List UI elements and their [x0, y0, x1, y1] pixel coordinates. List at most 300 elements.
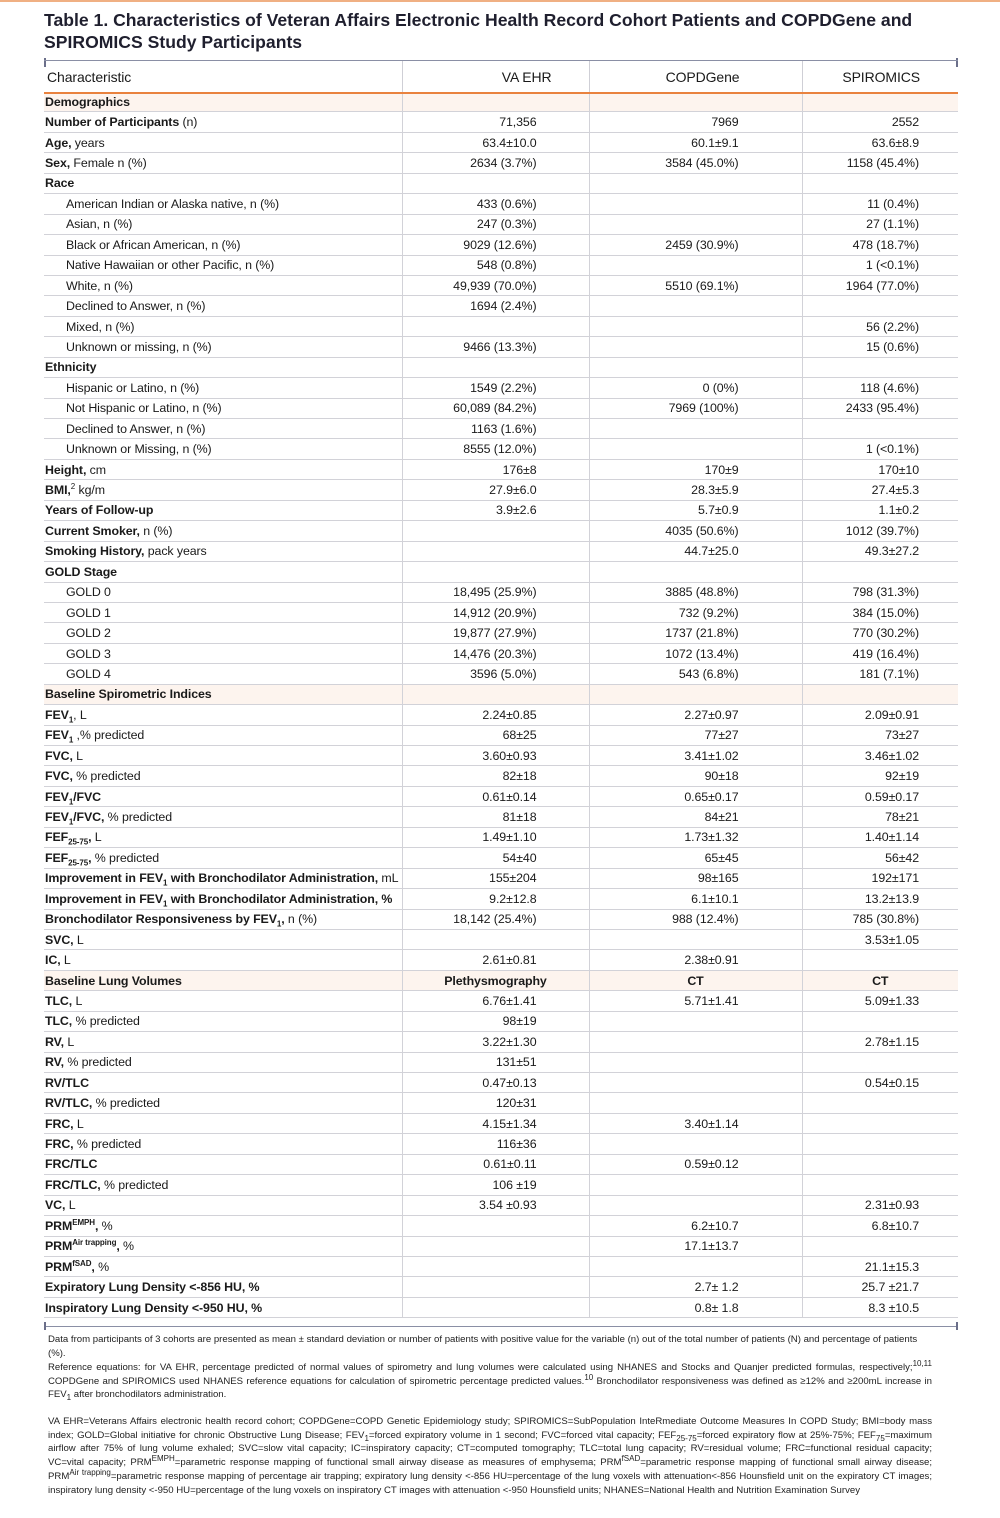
- value-va-ehr: 68±25: [402, 725, 589, 745]
- value-va-ehr: 3.60±0.93: [402, 746, 589, 766]
- row-label-unit: %: [94, 1259, 109, 1274]
- row-label: [44, 786, 402, 806]
- row-label: Unknown or Missing, n (%): [44, 439, 402, 459]
- row-label-unit: (n): [179, 115, 198, 130]
- table-row-fev1pp: [44, 725, 958, 745]
- table-row-nothispanic: [44, 398, 958, 418]
- row-label: Native Hawaiian or other Pacific, n (%): [44, 255, 402, 275]
- empty-cell: [802, 173, 958, 193]
- table-row-tlcpp: [44, 1011, 958, 1031]
- value-va-ehr: [402, 1216, 589, 1236]
- value-spiromics: 25.7 ±21.7: [802, 1277, 958, 1297]
- table-row-vc: [44, 1195, 958, 1215]
- superscript: Air trapping: [72, 1238, 117, 1248]
- value-spiromics: 1964 (77.0%): [802, 275, 958, 295]
- value-copdgene: [589, 194, 802, 214]
- value-copdgene: 28.3±5.9: [589, 480, 802, 500]
- col-header-copdgene: COPDGene: [589, 61, 802, 92]
- row-label-bold: Bronchodilator Responsiveness by FEV: [45, 912, 277, 927]
- section-label: GOLD Stage: [44, 562, 402, 582]
- table-row-ethnicity: [44, 357, 958, 377]
- value-va-ehr: 1.49±1.10: [402, 827, 589, 847]
- row-label: [44, 1052, 402, 1072]
- table-row-gold0: [44, 582, 958, 602]
- value-copdgene: [589, 1011, 802, 1031]
- value-copdgene: [589, 316, 802, 336]
- table-row-gold4: [44, 664, 958, 684]
- row-label-bold: Improvement in FEV: [45, 871, 163, 886]
- empty-cell: [802, 92, 958, 112]
- row-label-bold: Age,: [45, 135, 72, 150]
- row-label: [44, 766, 402, 786]
- row-label: [44, 1134, 402, 1154]
- row-label-unit: n (%): [139, 523, 173, 538]
- table-row-rvtlc: [44, 1073, 958, 1093]
- row-label: [44, 1195, 402, 1215]
- row-label: GOLD 0: [44, 582, 402, 602]
- col-header-va-ehr: VA EHR: [402, 61, 589, 92]
- row-label-bold: Inspiratory Lung Density <-950 HU, %: [45, 1300, 263, 1315]
- row-label: [44, 725, 402, 745]
- value-spiromics: 785 (30.8%): [802, 909, 958, 929]
- row-label-unit: L: [60, 953, 71, 968]
- row-label-unit: , L: [73, 707, 87, 722]
- value-copdgene: 3.41±1.02: [589, 746, 802, 766]
- table-row-sex: [44, 153, 958, 173]
- value-va-ehr: 14,476 (20.3%): [402, 643, 589, 663]
- empty-cell: [802, 562, 958, 582]
- table-row-demographics: [44, 92, 958, 112]
- row-label-bold: FRC/TLC,: [45, 1177, 101, 1192]
- method-copdgene: CT: [589, 970, 802, 990]
- row-label: Declined to Answer, n (%): [44, 296, 402, 316]
- row-label-bold: RV/TLC: [45, 1075, 89, 1090]
- table-row-tlc: [44, 991, 958, 1011]
- row-label-unit: L: [91, 830, 102, 845]
- value-spiromics: 8.3 ±10.5: [802, 1297, 958, 1317]
- value-copdgene: [589, 929, 802, 949]
- value-spiromics: 11 (0.4%): [802, 194, 958, 214]
- footnote-reference-equations: Reference equations: for VA EHR, percentage predicted of normal values of spirometry and lung volumes were calculated using NHANES and Stocks and Quanjer predicted formulas, respectively;$^{10,11}$ COPDGene and SPIROMICS used NHANES reference equations for calculation of spirometric percentage predicted values.$^{10}$ Bronchodilator responsiveness was defined as ≥12% and ≥200mL increase in $FEV_1$ after bronchodilators administration.: [48, 1358, 932, 1403]
- table-row-svc: [44, 929, 958, 949]
- value-spiromics: 118 (4.6%): [802, 378, 958, 398]
- row-label: Not Hispanic or Latino, n (%): [44, 398, 402, 418]
- value-va-ehr: 1163 (1.6%): [402, 419, 589, 439]
- row-label-bold: with Bronchodilator Administration, %: [167, 891, 393, 906]
- value-va-ehr: 3596 (5.0%): [402, 664, 589, 684]
- table-row-nhpi: [44, 255, 958, 275]
- value-copdgene: 0 (0%): [589, 378, 802, 398]
- value-spiromics: 0.54±0.15: [802, 1073, 958, 1093]
- value-spiromics: [802, 1175, 958, 1195]
- value-spiromics: 92±19: [802, 766, 958, 786]
- row-label-bold: ,: [281, 912, 285, 927]
- value-spiromics: 181 (7.1%): [802, 664, 958, 684]
- row-label-unit: ,% predicted: [73, 728, 145, 743]
- value-spiromics: [802, 1052, 958, 1072]
- row-label: Black or African American, n (%): [44, 235, 402, 255]
- subscript: 1: [68, 715, 74, 725]
- row-label: [44, 459, 402, 479]
- footnote-abbreviations: VA EHR=Veterans Affairs electronic health record cohort; COPDGene=COPD Genetic Epidemiology study; SPIROMICS=SubPopulation InteRmediate Outcome Measures In COPD Study; BMI=body mass index; GOLD=Global initiative for chronic Obstructive Lung Disease; $FEV_1=forced$ expiratory volume in 1 second; FVC=forced vital capacity; $FEF_{25-75}=forced$ expiratory flow at 25%-75%; $FEF_{75}=maximum$ airflow after 75% of lung volume exhaled; SVC=slow vital capacity; IC=inspiratory capacity; CT=computed tomography; TLC=total lung capacity; RV=residual volume; FRC=functional residual capacity; VC=vital capacity; $PRM^{EMPH}=parametric$ response mapping of functional small airway disease as measures of emphysema; $PRM^{fSAD}=parametric$ response mapping of functional small airway disease; $PRM^{Air trapping}=parametric$ response mapping of percentage air trapping; expiratory lung density <-856 HU=percentage of the lung voxels with attenuation<-856 Hounsfield unit on the expiratory CT images; inspiratory lung density <-950 HU=percentage of the lung voxels on inspiratory CT images with attenuation <-950 Hounsfield units; NHANES=National Health and Nutrition Examination Survey: [48, 1416, 932, 1496]
- value-va-ehr: 9466 (13.3%): [402, 337, 589, 357]
- row-label: White, n (%): [44, 275, 402, 295]
- value-va-ehr: 3.22±1.30: [402, 1032, 589, 1052]
- value-spiromics: 192±171: [802, 868, 958, 888]
- value-va-ehr: 8555 (12.0%): [402, 439, 589, 459]
- section-label: Ethnicity: [44, 357, 402, 377]
- footnote-data-format: Data from participants of 3 cohorts are presented as mean ± standard deviation or number of patients with positive value for the variable (n) out of the total number of patients (N) and percentage of patients (%).: [48, 1334, 918, 1359]
- row-label-bold: Expiratory Lung Density <-856 HU, %: [45, 1280, 260, 1295]
- empty-cell: [402, 684, 589, 704]
- rule-tick: [956, 1322, 958, 1330]
- row-label-unit: kg/m: [75, 483, 105, 498]
- value-copdgene: [589, 1052, 802, 1072]
- value-spiromics: [802, 1011, 958, 1031]
- subscript: 1: [68, 817, 74, 827]
- value-copdgene: 3.40±1.14: [589, 1113, 802, 1133]
- value-copdgene: 732 (9.2%): [589, 602, 802, 622]
- subscript: 1: [68, 735, 74, 745]
- row-label-bold: FEV: [45, 810, 69, 825]
- row-label-bold: FEV: [45, 789, 69, 804]
- value-copdgene: 17.1±13.7: [589, 1236, 802, 1256]
- row-label: [44, 909, 402, 929]
- value-copdgene: 5.71±1.41: [589, 991, 802, 1011]
- row-label-bold: ,: [88, 830, 92, 845]
- value-spiromics: 170±10: [802, 459, 958, 479]
- table-row-ratio: [44, 786, 958, 806]
- row-label-bold: /FVC,: [73, 810, 105, 825]
- value-copdgene: 3885 (48.8%): [589, 582, 802, 602]
- empty-cell: [402, 173, 589, 193]
- value-va-ehr: 3.54 ±0.93: [402, 1195, 589, 1215]
- value-copdgene: [589, 1256, 802, 1276]
- value-copdgene: [589, 419, 802, 439]
- row-label: [44, 1113, 402, 1133]
- row-label-bold: with Bronchodilator Administration,: [167, 871, 379, 886]
- row-label: [44, 153, 402, 173]
- value-va-ehr: 247 (0.3%): [402, 214, 589, 234]
- row-label-unit: % predicted: [72, 1014, 140, 1029]
- row-label-unit: % predicted: [91, 850, 160, 865]
- value-va-ehr: [402, 316, 589, 336]
- row-label: Hispanic or Latino, n (%): [44, 378, 402, 398]
- value-copdgene: 4035 (50.6%): [589, 521, 802, 541]
- empty-cell: [589, 173, 802, 193]
- value-spiromics: 5.09±1.33: [802, 991, 958, 1011]
- subscript: 1: [68, 797, 74, 807]
- row-label-bold: Smoking History,: [45, 544, 145, 559]
- row-label-unit: %: [98, 1218, 113, 1233]
- subscript: 25-75: [68, 837, 89, 847]
- table-row-amind: [44, 194, 958, 214]
- row-label-bold: ,: [94, 1218, 99, 1233]
- table-row-frcpp: [44, 1134, 958, 1154]
- row-label-bold: FRC/TLC: [45, 1157, 98, 1172]
- table-row-prmfsad: [44, 1256, 958, 1276]
- table-row-frctlcpp: [44, 1175, 958, 1195]
- table-bottom-rule: [44, 1326, 958, 1327]
- value-spiromics: 1.1±0.2: [802, 500, 958, 520]
- row-label: [44, 1154, 402, 1174]
- row-label-bold: PRM: [45, 1259, 73, 1274]
- value-spiromics: 770 (30.2%): [802, 623, 958, 643]
- value-va-ehr: 0.61±0.14: [402, 786, 589, 806]
- row-label-bold: RV,: [45, 1055, 64, 1070]
- value-copdgene: 7969 (100%): [589, 398, 802, 418]
- value-spiromics: 27.4±5.3: [802, 480, 958, 500]
- row-label-bold: Years of Follow-up: [45, 503, 154, 518]
- table-row-bdml: [44, 868, 958, 888]
- value-spiromics: 798 (31.3%): [802, 582, 958, 602]
- table-row-height: [44, 459, 958, 479]
- value-copdgene: 3584 (45.0%): [589, 153, 802, 173]
- row-label-unit: years: [71, 135, 105, 150]
- value-copdgene: 77±27: [589, 725, 802, 745]
- row-label: [44, 991, 402, 1011]
- characteristics-table: [44, 61, 958, 1318]
- empty-cell: [589, 562, 802, 582]
- table-row-ratiopp: [44, 807, 958, 827]
- value-va-ehr: [402, 1297, 589, 1317]
- row-label: [44, 705, 402, 725]
- value-va-ehr: 106 ±19: [402, 1175, 589, 1195]
- row-label: [44, 1297, 402, 1317]
- row-label-bold: ,: [116, 1239, 120, 1254]
- row-label: GOLD 1: [44, 602, 402, 622]
- table-row-packyears: [44, 541, 958, 561]
- row-label-bold: TLC,: [45, 993, 73, 1008]
- table-row-gold1: [44, 602, 958, 622]
- superscript: fSAD: [72, 1258, 92, 1268]
- value-copdgene: [589, 1032, 802, 1052]
- value-va-ehr: 19,877 (27.9%): [402, 623, 589, 643]
- table-row-bdpct: [44, 889, 958, 909]
- section-label: Demographics: [44, 92, 402, 112]
- row-label-unit: n (%): [284, 912, 318, 927]
- value-va-ehr: 6.76±1.41: [402, 991, 589, 1011]
- subscript: 1: [276, 919, 282, 929]
- value-va-ehr: 63.4±10.0: [402, 132, 589, 152]
- value-copdgene: [589, 296, 802, 316]
- value-copdgene: 0.59±0.12: [589, 1154, 802, 1174]
- value-spiromics: 1012 (39.7%): [802, 521, 958, 541]
- table-row-fev1: [44, 705, 958, 725]
- value-va-ehr: [402, 541, 589, 561]
- value-va-ehr: 2634 (3.7%): [402, 153, 589, 173]
- row-label-unit: L: [72, 993, 83, 1008]
- value-copdgene: 1737 (21.8%): [589, 623, 802, 643]
- row-label-bold: IC,: [45, 953, 61, 968]
- value-spiromics: 13.2±13.9: [802, 889, 958, 909]
- table-row-fvc: [44, 746, 958, 766]
- table-row-eth-declined: [44, 419, 958, 439]
- value-copdgene: [589, 1195, 802, 1215]
- value-spiromics: 2.09±0.91: [802, 705, 958, 725]
- method-spiromics: CT: [802, 970, 958, 990]
- table-row-fefpp: [44, 848, 958, 868]
- table-row-hispanic: [44, 378, 958, 398]
- value-copdgene: 6.1±10.1: [589, 889, 802, 909]
- row-label-unit: % predicted: [104, 810, 173, 825]
- table-row-bdr: [44, 909, 958, 929]
- value-spiromics: 15 (0.6%): [802, 337, 958, 357]
- value-va-ehr: 81±18: [402, 807, 589, 827]
- value-copdgene: [589, 255, 802, 275]
- value-va-ehr: 82±18: [402, 766, 589, 786]
- value-spiromics: 56±42: [802, 848, 958, 868]
- value-va-ehr: 433 (0.6%): [402, 194, 589, 214]
- table-row-gold3: [44, 643, 958, 663]
- value-va-ehr: [402, 1277, 589, 1297]
- row-label-bold: ,: [88, 850, 92, 865]
- value-copdgene: 1.73±1.32: [589, 827, 802, 847]
- empty-cell: [402, 562, 589, 582]
- section-label: Baseline Spirometric Indices: [44, 684, 402, 704]
- table-row-smoker: [44, 521, 958, 541]
- row-label: [44, 827, 402, 847]
- row-label-bold: Current Smoker,: [45, 523, 140, 538]
- row-label-unit: % predicted: [100, 1177, 169, 1192]
- value-va-ehr: 27.9±6.0: [402, 480, 589, 500]
- table-row-rvtlcpp: [44, 1093, 958, 1113]
- value-copdgene: 2.27±0.97: [589, 705, 802, 725]
- value-va-ehr: 9029 (12.6%): [402, 235, 589, 255]
- table-row-spirometry: [44, 684, 958, 704]
- value-va-ehr: 131±51: [402, 1052, 589, 1072]
- row-label-bold: /FVC: [73, 789, 101, 804]
- table-row-participants: [44, 112, 958, 132]
- value-va-ehr: 18,495 (25.9%): [402, 582, 589, 602]
- table-row-inspdens: [44, 1297, 958, 1317]
- row-label-bold: FEF: [45, 830, 69, 845]
- value-spiromics: [802, 1134, 958, 1154]
- value-spiromics: 3.53±1.05: [802, 929, 958, 949]
- value-va-ehr: 176±8: [402, 459, 589, 479]
- value-spiromics: 78±21: [802, 807, 958, 827]
- table-row-gold2: [44, 623, 958, 643]
- value-va-ehr: 60,089 (84.2%): [402, 398, 589, 418]
- value-copdgene: 90±18: [589, 766, 802, 786]
- row-label: [44, 848, 402, 868]
- row-label-bold: FRC,: [45, 1137, 74, 1152]
- row-label: GOLD 3: [44, 643, 402, 663]
- row-label: [44, 500, 402, 520]
- empty-cell: [589, 357, 802, 377]
- value-spiromics: [802, 1093, 958, 1113]
- table-row-mixed: [44, 316, 958, 336]
- value-copdgene: 0.65±0.17: [589, 786, 802, 806]
- row-label: American Indian or Alaska native, n (%): [44, 194, 402, 214]
- table-row-fvcpp: [44, 766, 958, 786]
- row-label: [44, 807, 402, 827]
- value-spiromics: 21.1±15.3: [802, 1256, 958, 1276]
- table-row-frc: [44, 1113, 958, 1133]
- row-label: [44, 1011, 402, 1031]
- row-label-unit: % predicted: [92, 1096, 160, 1111]
- row-label: [44, 1216, 402, 1236]
- value-copdgene: [589, 1073, 802, 1093]
- table-row-ic: [44, 950, 958, 970]
- value-spiromics: 2.78±1.15: [802, 1032, 958, 1052]
- row-label-bold: SVC,: [45, 932, 74, 947]
- row-label: [44, 1093, 402, 1113]
- row-label-bold: PRM: [45, 1239, 73, 1254]
- value-copdgene: 0.8± 1.8: [589, 1297, 802, 1317]
- value-va-ehr: 0.47±0.13: [402, 1073, 589, 1093]
- table-row-followup: [44, 500, 958, 520]
- value-copdgene: [589, 337, 802, 357]
- row-label-bold: FRC,: [45, 1116, 74, 1131]
- row-label-bold: FVC,: [45, 748, 73, 763]
- row-label-unit: L: [64, 1034, 75, 1049]
- value-va-ehr: 2.24±0.85: [402, 705, 589, 725]
- empty-cell: [402, 92, 589, 112]
- row-label-unit: pack years: [144, 544, 207, 559]
- row-label: GOLD 4: [44, 664, 402, 684]
- row-label: [44, 929, 402, 949]
- subscript: 25-75: [68, 858, 89, 868]
- table-row-race: [44, 173, 958, 193]
- value-copdgene: 5510 (69.1%): [589, 275, 802, 295]
- value-copdgene: 44.7±25.0: [589, 541, 802, 561]
- table-title: Table 1. Characteristics of Veteran Affairs Electronic Health Record Cohort Patients and COPDGene and SPIROMICS Study Participants: [44, 10, 913, 52]
- row-label-bold: RV,: [45, 1034, 64, 1049]
- value-copdgene: 84±21: [589, 807, 802, 827]
- row-label: Unknown or missing, n (%): [44, 337, 402, 357]
- row-label-unit: L: [73, 1116, 84, 1131]
- value-va-ehr: 49,939 (70.0%): [402, 275, 589, 295]
- top-accent-line: [0, 0, 1000, 2]
- table-row-fef: [44, 827, 958, 847]
- value-va-ehr: 548 (0.8%): [402, 255, 589, 275]
- header-underline: [44, 92, 958, 94]
- section-label: Race: [44, 173, 402, 193]
- empty-cell: [402, 357, 589, 377]
- row-label-unit: L: [72, 748, 83, 763]
- row-label-unit: L: [65, 1198, 76, 1213]
- value-spiromics: [802, 950, 958, 970]
- col-header-spiromics: SPIROMICS: [842, 68, 920, 85]
- empty-cell: [802, 357, 958, 377]
- value-spiromics: [802, 296, 958, 316]
- row-label-unit: % predicted: [64, 1055, 132, 1070]
- table-row-rv: [44, 1032, 958, 1052]
- value-va-ehr: 4.15±1.34: [402, 1113, 589, 1133]
- value-spiromics: [802, 1113, 958, 1133]
- row-label-bold: ,: [91, 1259, 95, 1274]
- row-label: [44, 1236, 402, 1256]
- row-label-bold: TLC,: [45, 1014, 73, 1029]
- table-row-frctlc: [44, 1154, 958, 1174]
- table-row-race-unknown: [44, 337, 958, 357]
- value-copdgene: 6.2±10.7: [589, 1216, 802, 1236]
- row-label-unit: L: [73, 932, 84, 947]
- row-label: [44, 889, 402, 909]
- row-label-bold: Sex,: [45, 156, 71, 171]
- value-spiromics: 27 (1.1%): [802, 214, 958, 234]
- table-row-rvpp: [44, 1052, 958, 1072]
- superscript: EMPH: [72, 1217, 95, 1227]
- value-copdgene: 5.7±0.9: [589, 500, 802, 520]
- table-row-white: [44, 275, 958, 295]
- value-copdgene: [589, 439, 802, 459]
- value-spiromics: 2433 (95.4%): [802, 398, 958, 418]
- value-copdgene: 65±45: [589, 848, 802, 868]
- subscript: 1: [163, 878, 168, 888]
- row-label: Mixed, n (%): [44, 316, 402, 336]
